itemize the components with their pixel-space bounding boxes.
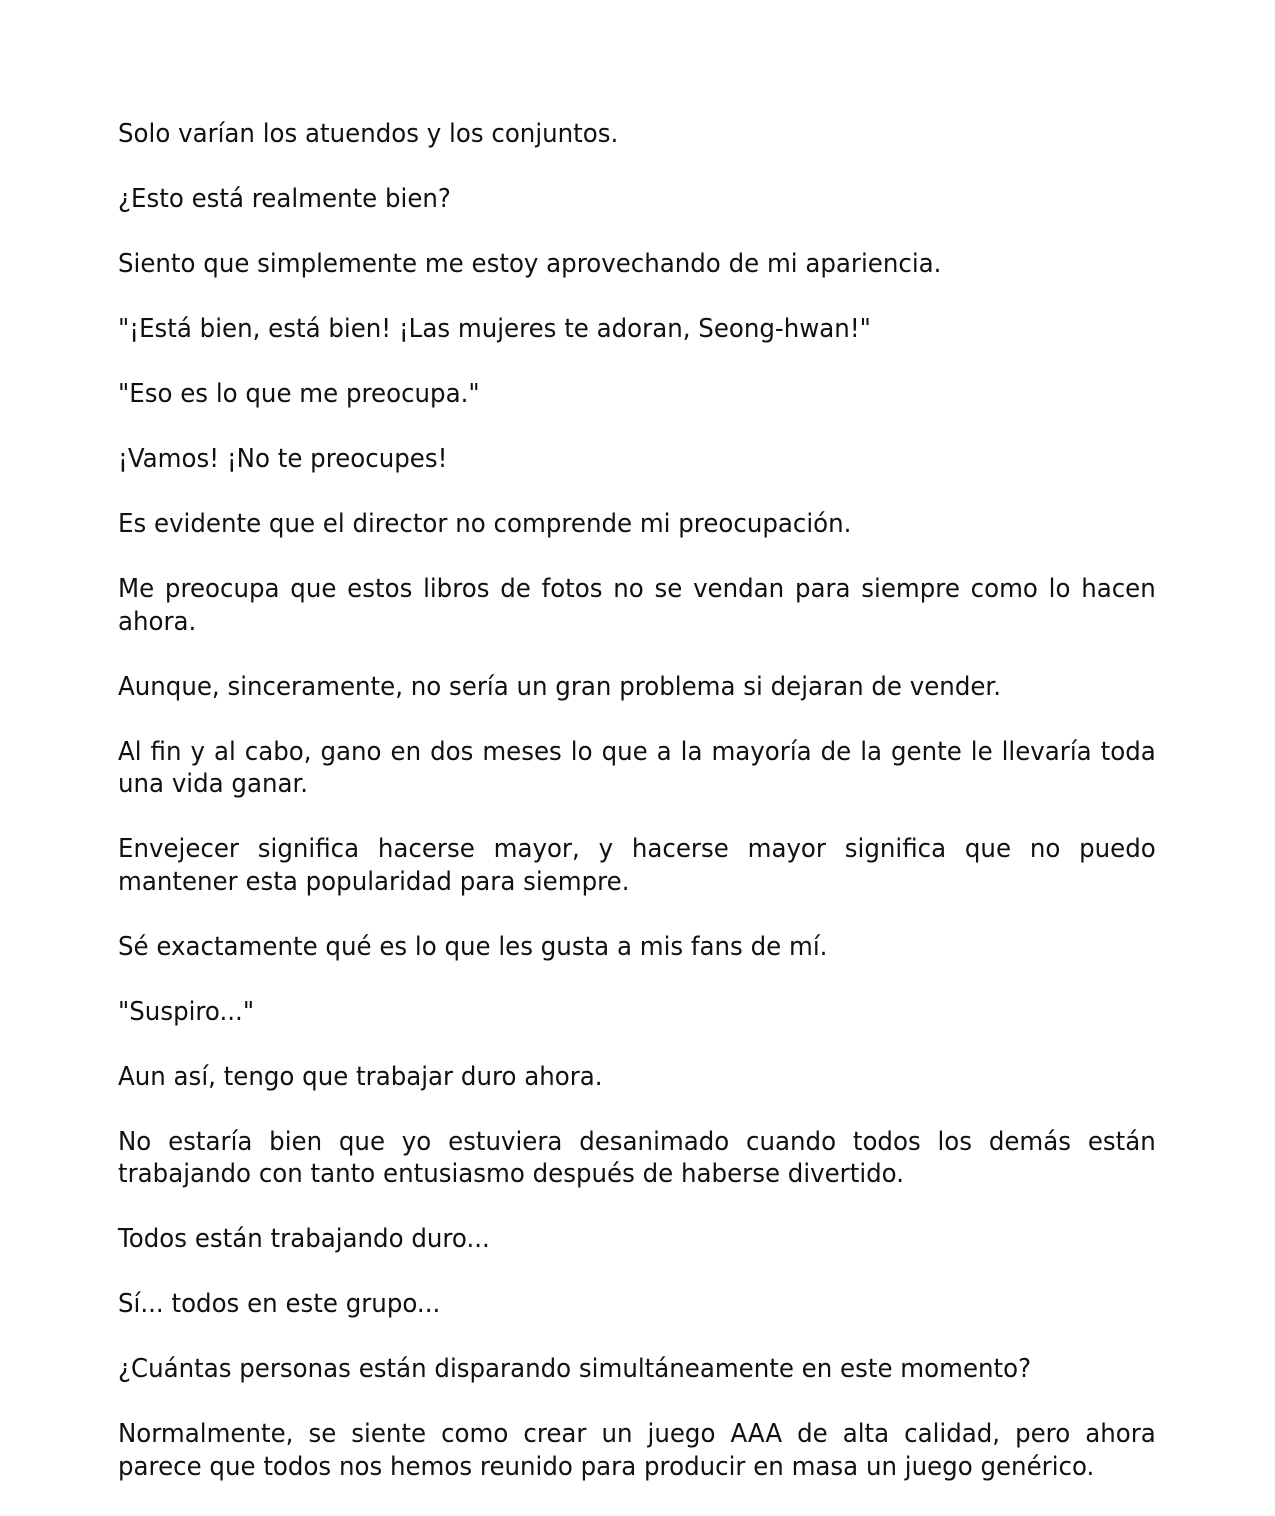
paragraph: ¡Vamos! ¡No te preocupes! bbox=[118, 444, 448, 474]
paragraph: Normalmente, se siente como crear un juego AAA de alta calidad, pero ahora parece que todos nos hemos reunido para producir en masa un juego genérico. bbox=[118, 1419, 1156, 1482]
paragraph: No estaría bien que yo estuviera desanimado cuando todos los demás están trabajando con tanto entusiasmo después de haberse divertido. bbox=[118, 1126, 1156, 1189]
paragraph: ¿Esto está realmente bien? bbox=[118, 184, 451, 214]
paragraph: Envejecer significa hacerse mayor, y hacerse mayor significa que no puedo mantener esta popularidad para siempre. bbox=[118, 834, 1156, 897]
paragraph: Es evidente que el director no comprende mi preocupación. bbox=[118, 509, 852, 539]
paragraph: Sé exactamente qué es lo que les gusta a mis fans de mí. bbox=[118, 931, 828, 962]
paragraph: "Suspiro..." bbox=[118, 996, 255, 1027]
paragraph: ¿Cuántas personas están disparando simultáneamente en este momento? bbox=[118, 1354, 1032, 1384]
paragraph: Al fin y al cabo, gano en dos meses lo que a la mayoría de la gente le llevaría toda una vida ganar. bbox=[118, 736, 1156, 799]
paragraph: "Eso es lo que me preocupa." bbox=[118, 379, 480, 409]
paragraph: "¡Está bien, está bien! ¡Las mujeres te adoran, Seong-hwan!" bbox=[118, 314, 871, 344]
paragraph: Sí... todos en este grupo... bbox=[118, 1289, 441, 1319]
paragraph: Aun así, tengo que trabajar duro ahora. bbox=[118, 1061, 603, 1092]
paragraph: Todos están trabajando duro... bbox=[118, 1224, 490, 1254]
paragraph: Aunque, sinceramente, no sería un gran problema si dejaran de vender. bbox=[118, 671, 1002, 702]
paragraph: Me preocupa que estos libros de fotos no se vendan para siempre como lo hacen ahora. bbox=[118, 574, 1156, 637]
paragraph: Siento que simplemente me estoy aprovechando de mi apariencia. bbox=[118, 249, 942, 279]
paragraph: Solo varían los atuendos y los conjuntos. bbox=[118, 119, 619, 149]
document-page bbox=[118, 118, 1156, 1516]
